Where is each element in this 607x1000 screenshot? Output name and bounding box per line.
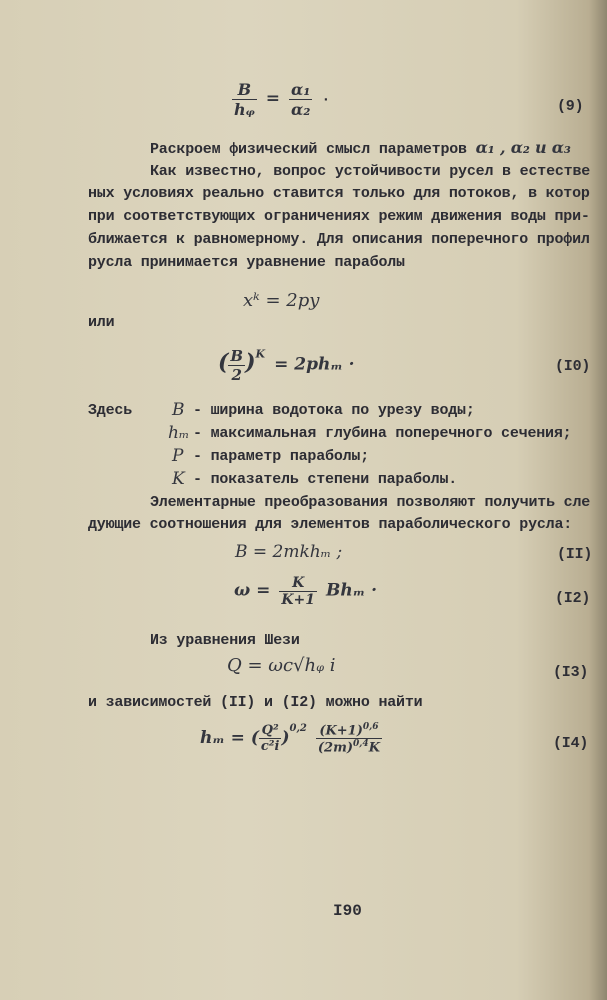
equation-11: B = 2mkhₘ ; <box>235 542 343 562</box>
eq14-exp1: 0,2 <box>289 722 307 734</box>
eq14-q-denominator: c²i <box>260 739 280 755</box>
eq10-frac-numerator: B <box>230 347 244 365</box>
def-h-symbol: hₘ <box>168 423 190 443</box>
equation-13: Q = ωc√hᵩ i <box>227 655 336 676</box>
text-line-2: Как известно, вопрос устойчивости русел в естестве <box>150 163 591 180</box>
eq12-lhs: ω = <box>234 580 271 601</box>
eq14-paren-close: ) <box>281 727 290 748</box>
alpha-params: α₁ , α₂ и α₃ <box>475 138 571 157</box>
eq10-rhs: = 2phₘ · <box>274 354 355 375</box>
eq14-n-numerator: (K+1) <box>319 723 363 739</box>
eq14-d-tail: K <box>368 740 380 756</box>
equation-14 <box>200 722 382 756</box>
text-line-4: при соответствующих ограничениях режим движения воды при- <box>88 208 590 225</box>
eq14-lhs: hₘ = ( <box>200 727 259 748</box>
eq12-frac-denominator: K+1 <box>281 592 316 608</box>
page-number: I90 <box>333 902 362 920</box>
eq10-frac-denominator: 2 <box>231 366 242 384</box>
eq14-d-exp: 0,4 <box>353 739 369 750</box>
equation-14-number: (I4) <box>553 735 589 752</box>
eq12-frac-numerator: K <box>279 575 317 592</box>
eq10-power: K <box>255 347 266 361</box>
equation-9: $\frac{B}{\text{hᵩ}}$ = $\frac{\text{α₁}}{\text{α₂}}$ · <box>234 80 331 119</box>
equation-9-number: (9) <box>557 98 584 115</box>
word-zdes: Здесь <box>88 402 133 419</box>
equation-12-number: (I2) <box>555 590 591 607</box>
equation-13-number: (I3) <box>553 664 589 681</box>
eq14-n-denominator: (2m) <box>317 740 354 756</box>
def-h-text: - максимальная глубина поперечного сечения; <box>193 425 572 442</box>
text-line-1a: Раскроем физический смысл параметров <box>150 141 467 158</box>
equation-10-number: (I0) <box>555 358 591 375</box>
eq9-lhs-denominator: hᵩ <box>234 100 255 119</box>
word-ili: или <box>88 314 115 331</box>
text-elem-1: Элементарные преобразования позволяют получить сле <box>150 494 591 511</box>
eq9-dot: · <box>321 91 331 109</box>
text-line-6: русла принимается уравнение параболы <box>88 254 405 271</box>
def-p-symbol: P <box>172 446 184 466</box>
text-line-5: ближается к равномерному. Для описания поперечного профил <box>88 231 590 248</box>
eq14-n-exp: 0,6 <box>362 722 379 732</box>
eq12-rhs: Bhₘ · <box>326 580 377 601</box>
equation-12 <box>234 575 377 608</box>
eq14-q-numerator: Q² <box>259 723 282 739</box>
text-line-1 <box>150 138 571 158</box>
eq9-rhs-denominator: α₂ <box>291 100 311 119</box>
parabola-equation: xᵏ = 2py <box>243 290 320 311</box>
equation-11-number: (II) <box>557 546 593 563</box>
def-p-text: - параметр параболы; <box>193 448 370 465</box>
def-b-text: - ширина водотока по урезу воды; <box>193 402 475 419</box>
text-dependencies: и зависимостей (II) и (I2) можно найти <box>88 694 423 711</box>
text-elem-2: дующие соотношения для элементов параболического русла: <box>88 516 573 533</box>
text-shezi: Из уравнения Шези <box>150 632 300 649</box>
eq9-rhs-numerator: α₁ <box>291 80 311 99</box>
equation-10: ( $\frac{B}{2}$ )$^K$ = 2phₘ · <box>218 347 355 384</box>
def-b-symbol: B <box>172 400 185 420</box>
eq9-lhs-numerator: B <box>232 80 257 100</box>
def-k-symbol: K <box>172 469 185 489</box>
text-line-3: ных условиях реально ставится только для потоков, в котор <box>88 185 590 202</box>
def-k-text: - показатель степени параболы. <box>193 471 458 488</box>
